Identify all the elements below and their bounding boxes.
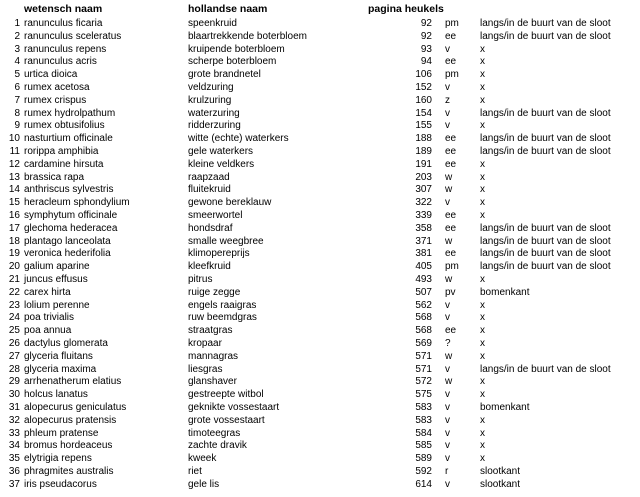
table-row [0,312,640,325]
dutch-name: timoteegras [188,427,241,439]
location-note: langs/in de buurt van de sloot [480,18,611,29]
frequency-code: r [445,465,449,477]
frequency-code: v [445,414,450,426]
page-number: 571 [415,363,432,375]
table-row [0,197,640,210]
table-row [0,415,640,428]
row-number: 30 [8,389,20,401]
dutch-name: smeerwortel [188,209,243,221]
frequency-code: v [445,363,450,375]
location-note: x [480,171,485,183]
location-note: slootkant [480,478,521,490]
dutch-name: speenkruid [188,18,237,29]
scientific-name: poa annua [24,325,72,337]
table-row [0,172,640,185]
frequency-code: ee [445,158,457,170]
location-note: langs/in de buurt van de sloot [480,235,611,247]
dutch-name: hondsdraf [188,222,233,234]
page-number: 154 [415,107,432,119]
dutch-name: gele lis [188,478,220,490]
dutch-name: ruige zegge [188,286,241,298]
row-number: 4 [14,56,20,68]
table-row [0,453,640,466]
table-row [0,402,640,415]
dutch-name: witte (echte) waterkers [188,133,289,145]
location-note: x [480,158,485,170]
scientific-name: rumex hydrolpathum [24,107,116,119]
page-number: 307 [415,184,432,196]
row-number: 28 [8,363,20,375]
dutch-name: riet [188,465,202,477]
table-row [0,210,640,223]
frequency-code: v [445,312,450,324]
row-number: 29 [8,376,20,388]
dutch-name: fluitekruid [188,184,231,196]
table-row [0,95,640,108]
frequency-code: v [445,43,450,55]
table-row [0,56,640,69]
scientific-name: rumex acetosa [24,81,90,93]
page-number: 585 [415,440,432,452]
dutch-name: mannagras [188,350,239,362]
row-number: 27 [8,350,20,362]
frequency-code: w [445,350,453,362]
page-number: 572 [415,376,432,388]
location-note: x [480,389,485,401]
dutch-name: smalle weegbree [188,235,264,247]
location-note: x [480,184,485,196]
page-number: 493 [415,273,432,285]
page-number: 575 [415,389,432,401]
frequency-code: v [445,478,450,490]
frequency-code: w [445,273,453,285]
dutch-name: grote vossestaart [188,414,265,426]
header-page-heukels: pagina heukels [368,3,444,15]
dutch-name: gewone bereklauw [188,197,272,209]
page-number: 92 [420,30,432,42]
row-number: 17 [8,222,20,234]
scientific-name: galium aparine [24,261,90,273]
table-row [0,274,640,287]
frequency-code: v [445,389,450,401]
location-note: langs/in de buurt van de sloot [480,30,611,42]
frequency-code: v [445,440,450,452]
frequency-code: ee [445,145,457,157]
row-number: 14 [8,184,20,196]
page-number: 189 [415,145,432,157]
dutch-name: kruipende boterbloem [188,43,285,55]
frequency-code: w [445,184,453,196]
frequency-code: v [445,401,450,413]
frequency-code: v [445,107,450,119]
page-number: 584 [415,427,432,439]
scientific-name: arrhenatherum elatius [24,376,122,388]
scientific-name: poa trivialis [24,312,75,324]
table-row [0,69,640,82]
dutch-name: grote brandnetel [188,69,261,81]
dutch-name: gestreepte witbol [188,389,264,401]
frequency-code: ee [445,248,457,260]
location-note: bomenkant [480,286,530,298]
header-scientific-name: wetensch naam [24,3,103,15]
location-note: langs/in de buurt van de sloot [480,248,611,260]
table-row [0,479,640,492]
location-note: x [480,337,485,349]
dutch-name: liesgras [188,363,223,375]
scientific-name: bromus hordeaceus [24,440,113,452]
table-row [0,223,640,236]
table-row [0,364,640,377]
table-row [0,184,640,197]
page-number: 92 [420,18,432,29]
row-number: 31 [8,401,20,413]
dutch-name: ridderzuring [188,120,241,132]
table-row [0,31,640,44]
row-number: 9 [14,120,20,132]
table-row [0,389,640,402]
row-number: 21 [8,273,20,285]
frequency-code: ee [445,133,457,145]
frequency-code: v [445,81,450,93]
page-number: 188 [415,133,432,145]
frequency-code: pm [445,69,459,81]
frequency-code: w [445,376,453,388]
row-number: 25 [8,325,20,337]
scientific-name: alopecurus pratensis [24,414,117,426]
row-number: 2 [14,30,20,42]
table-row [0,82,640,95]
scientific-name: iris pseudacorus [24,478,97,490]
row-number: 8 [14,107,20,119]
page-number: 589 [415,453,432,465]
scientific-name: ranunculus sceleratus [24,30,122,42]
frequency-code: ee [445,222,457,234]
page-number: 203 [415,171,432,183]
location-note: bomenkant [480,401,530,413]
table-row [0,133,640,146]
page-number: 106 [415,69,432,81]
row-number: 24 [8,312,20,324]
location-note: x [480,312,485,324]
scientific-name: alopecurus geniculatus [24,401,127,413]
location-note: x [480,440,485,452]
location-note: x [480,81,485,93]
page-number: 160 [415,94,432,106]
scientific-name: rumex obtusifolius [24,120,105,132]
page-number: 191 [415,158,432,170]
location-note: x [480,299,485,311]
location-note: x [480,209,485,221]
table-row [0,440,640,453]
table-row [0,146,640,159]
row-number: 18 [8,235,20,247]
frequency-code: w [445,171,453,183]
row-number: 20 [8,261,20,273]
dutch-name: raapzaad [188,171,230,183]
frequency-code: pv [445,286,456,298]
page-number: 339 [415,209,432,221]
scientific-name: brassica rapa [24,171,85,183]
frequency-code: ee [445,325,457,337]
dutch-name: kleine veldkers [188,158,255,170]
table-row [0,338,640,351]
header-dutch-name: hollandse naam [188,3,268,15]
table-row [0,376,640,389]
page-number: 592 [415,465,432,477]
scientific-name: phragmites australis [24,465,114,477]
scientific-name: carex hirta [24,286,71,298]
row-number: 5 [14,69,20,81]
scientific-name: glechoma hederacea [24,222,118,234]
table-row [0,120,640,133]
row-number: 36 [8,465,20,477]
location-note: langs/in de buurt van de sloot [480,145,611,157]
table-row [0,108,640,121]
location-note: langs/in de buurt van de sloot [480,107,611,119]
dutch-name: zachte dravik [188,440,247,452]
row-number: 26 [8,337,20,349]
scientific-name: dactylus glomerata [24,337,108,349]
scientific-name: phleum pratense [24,427,99,439]
location-note: slootkant [480,465,521,477]
table-row [0,300,640,313]
table-row [0,351,640,364]
location-note: x [480,94,485,106]
frequency-code: pm [445,18,459,29]
row-number: 34 [8,440,20,452]
row-number: 37 [8,478,20,490]
table-row [0,428,640,441]
page-number: 405 [415,261,432,273]
scientific-name: ranunculus acris [24,56,97,68]
frequency-code: z [445,94,450,106]
frequency-code: pm [445,261,459,273]
page-number: 568 [415,312,432,324]
row-number: 33 [8,427,20,439]
row-number: 32 [8,414,20,426]
location-note: x [480,453,485,465]
dutch-name: engels raaigras [188,299,257,311]
scientific-name: glyceria maxima [24,363,97,375]
page-number: 583 [415,414,432,426]
dutch-name: scherpe boterbloem [188,56,277,68]
dutch-name: blaartrekkende boterbloem [188,30,307,42]
row-number: 13 [8,171,20,183]
row-number: 22 [8,286,20,298]
dutch-name: waterzuring [188,107,240,119]
row-number: 12 [8,158,20,170]
scientific-name: anthriscus sylvestris [24,184,114,196]
frequency-code: v [445,197,450,209]
location-note: langs/in de buurt van de sloot [480,363,611,375]
dutch-name: ruw beemdgras [188,312,257,324]
page-number: 152 [415,81,432,93]
row-number: 15 [8,197,20,209]
frequency-code: v [445,299,450,311]
location-note: langs/in de buurt van de sloot [480,222,611,234]
table-row [0,287,640,300]
page-number: 322 [415,197,432,209]
scientific-name: juncus effusus [24,273,88,285]
table-row [0,44,640,57]
dutch-name: kropaar [188,337,222,349]
species-table [0,18,640,491]
table-row [0,325,640,338]
frequency-code: ? [445,337,451,349]
frequency-code: v [445,120,450,132]
scientific-name: elytrigia repens [24,453,92,465]
location-note: x [480,350,485,362]
location-note: x [480,69,485,81]
dutch-name: gele waterkers [188,145,254,157]
location-note: x [480,273,485,285]
scientific-name: ranunculus ficaria [24,18,103,29]
location-note: langs/in de buurt van de sloot [480,261,611,273]
scientific-name: urtica dioica [24,69,78,81]
row-number: 19 [8,248,20,260]
location-note: langs/in de buurt van de sloot [480,133,611,145]
row-number: 10 [8,133,20,145]
location-note: x [480,414,485,426]
row-number: 3 [14,43,20,55]
scientific-name: rorippa amphibia [24,145,99,157]
dutch-name: geknikte vossestaart [188,401,280,413]
scientific-name: plantago lanceolata [24,235,111,247]
dutch-name: klimopereprijs [188,248,250,260]
dutch-name: kweek [188,453,217,465]
frequency-code: v [445,427,450,439]
dutch-name: kleefkruid [188,261,231,273]
row-number: 11 [9,145,20,157]
page-number: 381 [415,248,432,260]
frequency-code: v [445,453,450,465]
dutch-name: krulzuring [188,94,232,106]
location-note: x [480,56,485,68]
row-number: 1 [14,18,20,29]
page-number: 583 [415,401,432,413]
page-number: 358 [415,222,432,234]
scientific-name: nasturtium officinale [24,133,113,145]
dutch-name: veldzuring [188,81,234,93]
page-number: 568 [415,325,432,337]
scientific-name: lolium perenne [24,299,90,311]
dutch-name: pitrus [188,273,213,285]
frequency-code: ee [445,30,457,42]
page-number: 94 [420,56,432,68]
scientific-name: ranunculus repens [24,43,107,55]
frequency-code: w [445,235,453,247]
location-note: x [480,120,485,132]
table-row [0,18,640,31]
page-number: 562 [415,299,432,311]
table-row [0,159,640,172]
dutch-name: straatgras [188,325,233,337]
row-number: 16 [8,209,20,221]
scientific-name: symphytum officinale [24,209,118,221]
row-number: 23 [8,299,20,311]
page-number: 507 [415,286,432,298]
row-number: 6 [14,81,20,93]
table-row [0,466,640,479]
frequency-code: ee [445,209,457,221]
page-number: 371 [415,235,432,247]
scientific-name: heracleum sphondylium [24,197,130,209]
scientific-name: holcus lanatus [24,389,88,401]
row-number: 35 [8,453,20,465]
page-number: 571 [415,350,432,362]
dutch-name: glanshaver [188,376,237,388]
row-number: 7 [14,94,20,106]
page-number: 569 [415,337,432,349]
table-row [0,261,640,274]
location-note: x [480,376,485,388]
location-note: x [480,43,485,55]
scientific-name: veronica hederifolia [24,248,111,260]
location-note: x [480,197,485,209]
frequency-code: ee [445,56,457,68]
location-note: x [480,427,485,439]
location-note: x [480,325,485,337]
page-number: 93 [420,43,432,55]
scientific-name: cardamine hirsuta [24,158,104,170]
page-number: 155 [415,120,432,132]
scientific-name: rumex crispus [24,94,87,106]
table-row [0,236,640,249]
page-number: 614 [415,478,432,490]
scientific-name: glyceria fluitans [24,350,93,362]
table-row [0,248,640,261]
